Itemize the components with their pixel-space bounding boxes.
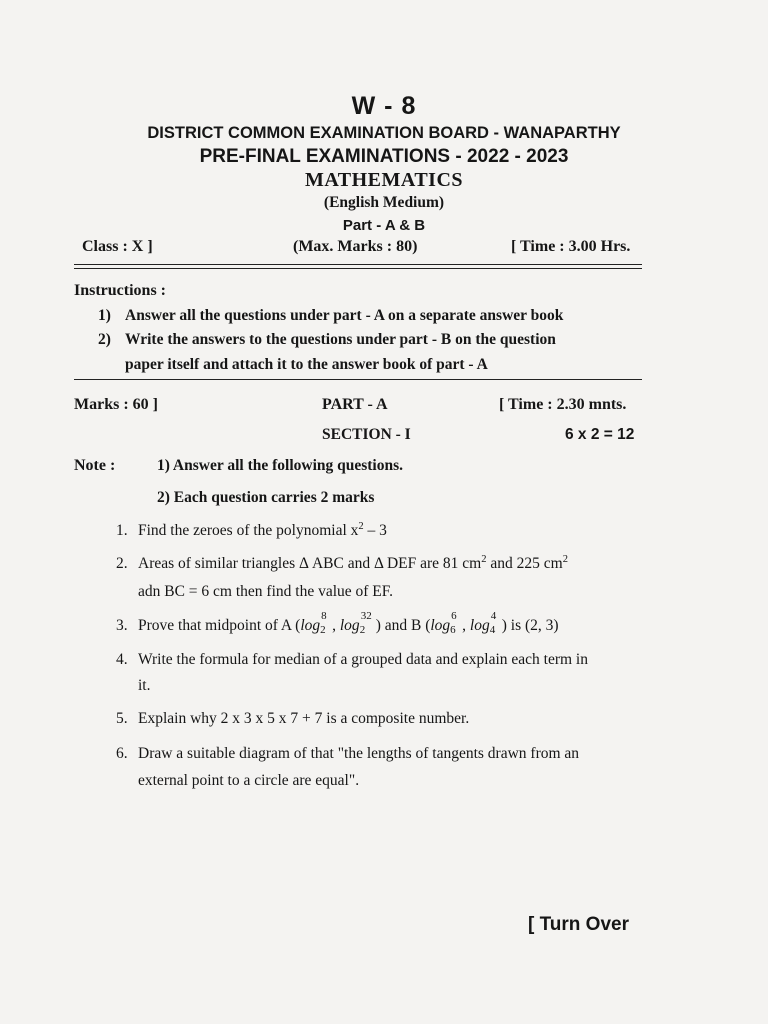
exponent: 2 — [358, 521, 364, 533]
section-title: SECTION - I — [322, 426, 411, 443]
part-a-time: [ Time : 2.30 mnts. — [499, 396, 627, 413]
question-5 — [116, 710, 469, 728]
log-base: 2 — [359, 624, 366, 636]
question-number: 3. — [116, 617, 128, 634]
instructions-heading: Instructions : — [74, 282, 167, 299]
question-4-line2: it. — [138, 677, 151, 694]
log-base: 4 — [489, 624, 496, 636]
instruction-item-1-number: 1) — [98, 307, 111, 324]
question-text: Find the zeroes of the polynomial x — [138, 522, 359, 539]
note-label: Note : — [74, 457, 116, 474]
time-label: [ Time : 3.00 Hrs. — [511, 238, 631, 255]
question-2 — [116, 555, 568, 573]
log-argument: 8 — [321, 610, 327, 622]
log-term: log — [339, 617, 360, 634]
question-text: Draw a suitable diagram of that "the lengths of tangents drawn from an — [138, 745, 580, 762]
log-argument: 6 — [451, 610, 457, 622]
question-text-mid: ) and B ( — [375, 617, 431, 634]
section-rule — [74, 379, 642, 380]
separator: , — [332, 617, 340, 634]
instruction-item-2-line1: Write the answers to the questions under part - B on the question — [125, 331, 556, 348]
question-3 — [116, 610, 559, 636]
part-a-marks: Marks : 60 ] — [74, 396, 158, 413]
question-text: Write the formula for median of a grouped data and explain each term in — [138, 651, 588, 668]
instruction-item-2-line2: paper itself and attach it to the answer book of part - A — [125, 356, 488, 373]
log-term: log — [300, 617, 321, 634]
log-argument: 32 — [360, 610, 372, 622]
instruction-item-2-number: 2) — [98, 331, 111, 348]
exponent: 2 — [562, 554, 568, 566]
paper-code: W - 8 — [351, 92, 417, 120]
double-rule-bottom — [74, 268, 642, 269]
subject-title: MATHEMATICS — [304, 169, 464, 191]
question-number: 2. — [116, 555, 128, 572]
log-argument: 4 — [490, 610, 497, 622]
question-number: 1. — [116, 522, 128, 539]
max-marks-label: (Max. Marks : 80) — [293, 238, 418, 255]
question-text: Explain why 2 x 3 x 5 x 7 + 7 is a composite number. — [138, 710, 470, 727]
log-term: log — [469, 617, 490, 634]
question-6 — [116, 745, 579, 763]
log-base: 6 — [450, 624, 456, 636]
question-1 — [116, 522, 387, 540]
double-rule-top — [74, 264, 642, 265]
question-6-line2: external point to a circle are equal". — [138, 772, 360, 789]
question-text-end: – 3 — [363, 522, 387, 539]
question-number: 4. — [116, 651, 128, 668]
note-item-1: 1) Answer all the following questions. — [157, 457, 404, 474]
class-label: Class : X ] — [82, 238, 153, 255]
question-text-mid: and 225 cm — [486, 555, 563, 572]
question-text: Prove that midpoint of A ( — [138, 617, 301, 634]
medium-label: (English Medium) — [323, 194, 445, 211]
separator: , — [462, 617, 470, 634]
note-item-2: 2) Each question carries 2 marks — [157, 489, 375, 506]
question-text-end: ) is (2, 3) — [501, 617, 559, 634]
turn-over-label: [ Turn Over — [528, 914, 629, 935]
question-4 — [116, 651, 588, 669]
parts-label: Part - A & B — [342, 217, 426, 234]
exam-title: PRE-FINAL EXAMINATIONS - 2022 - 2023 — [199, 146, 569, 167]
log-term: log — [430, 617, 451, 634]
exponent: 2 — [481, 554, 487, 566]
board-name: DISTRICT COMMON EXAMINATION BOARD - WANAPARTHY — [147, 124, 621, 142]
part-a-title: PART - A — [322, 396, 388, 413]
log-base: 2 — [320, 624, 326, 636]
instruction-item-1: Answer all the questions under part - A on a separate answer book — [125, 307, 564, 324]
section-scheme: 6 x 2 = 12 — [565, 426, 635, 443]
question-number: 5. — [116, 710, 128, 727]
question-2-line2: adn BC = 6 cm then find the value of EF. — [138, 583, 394, 600]
question-text: Areas of similar triangles Δ ABC and Δ DEF are 81 cm — [138, 555, 482, 572]
question-number: 6. — [116, 745, 128, 762]
